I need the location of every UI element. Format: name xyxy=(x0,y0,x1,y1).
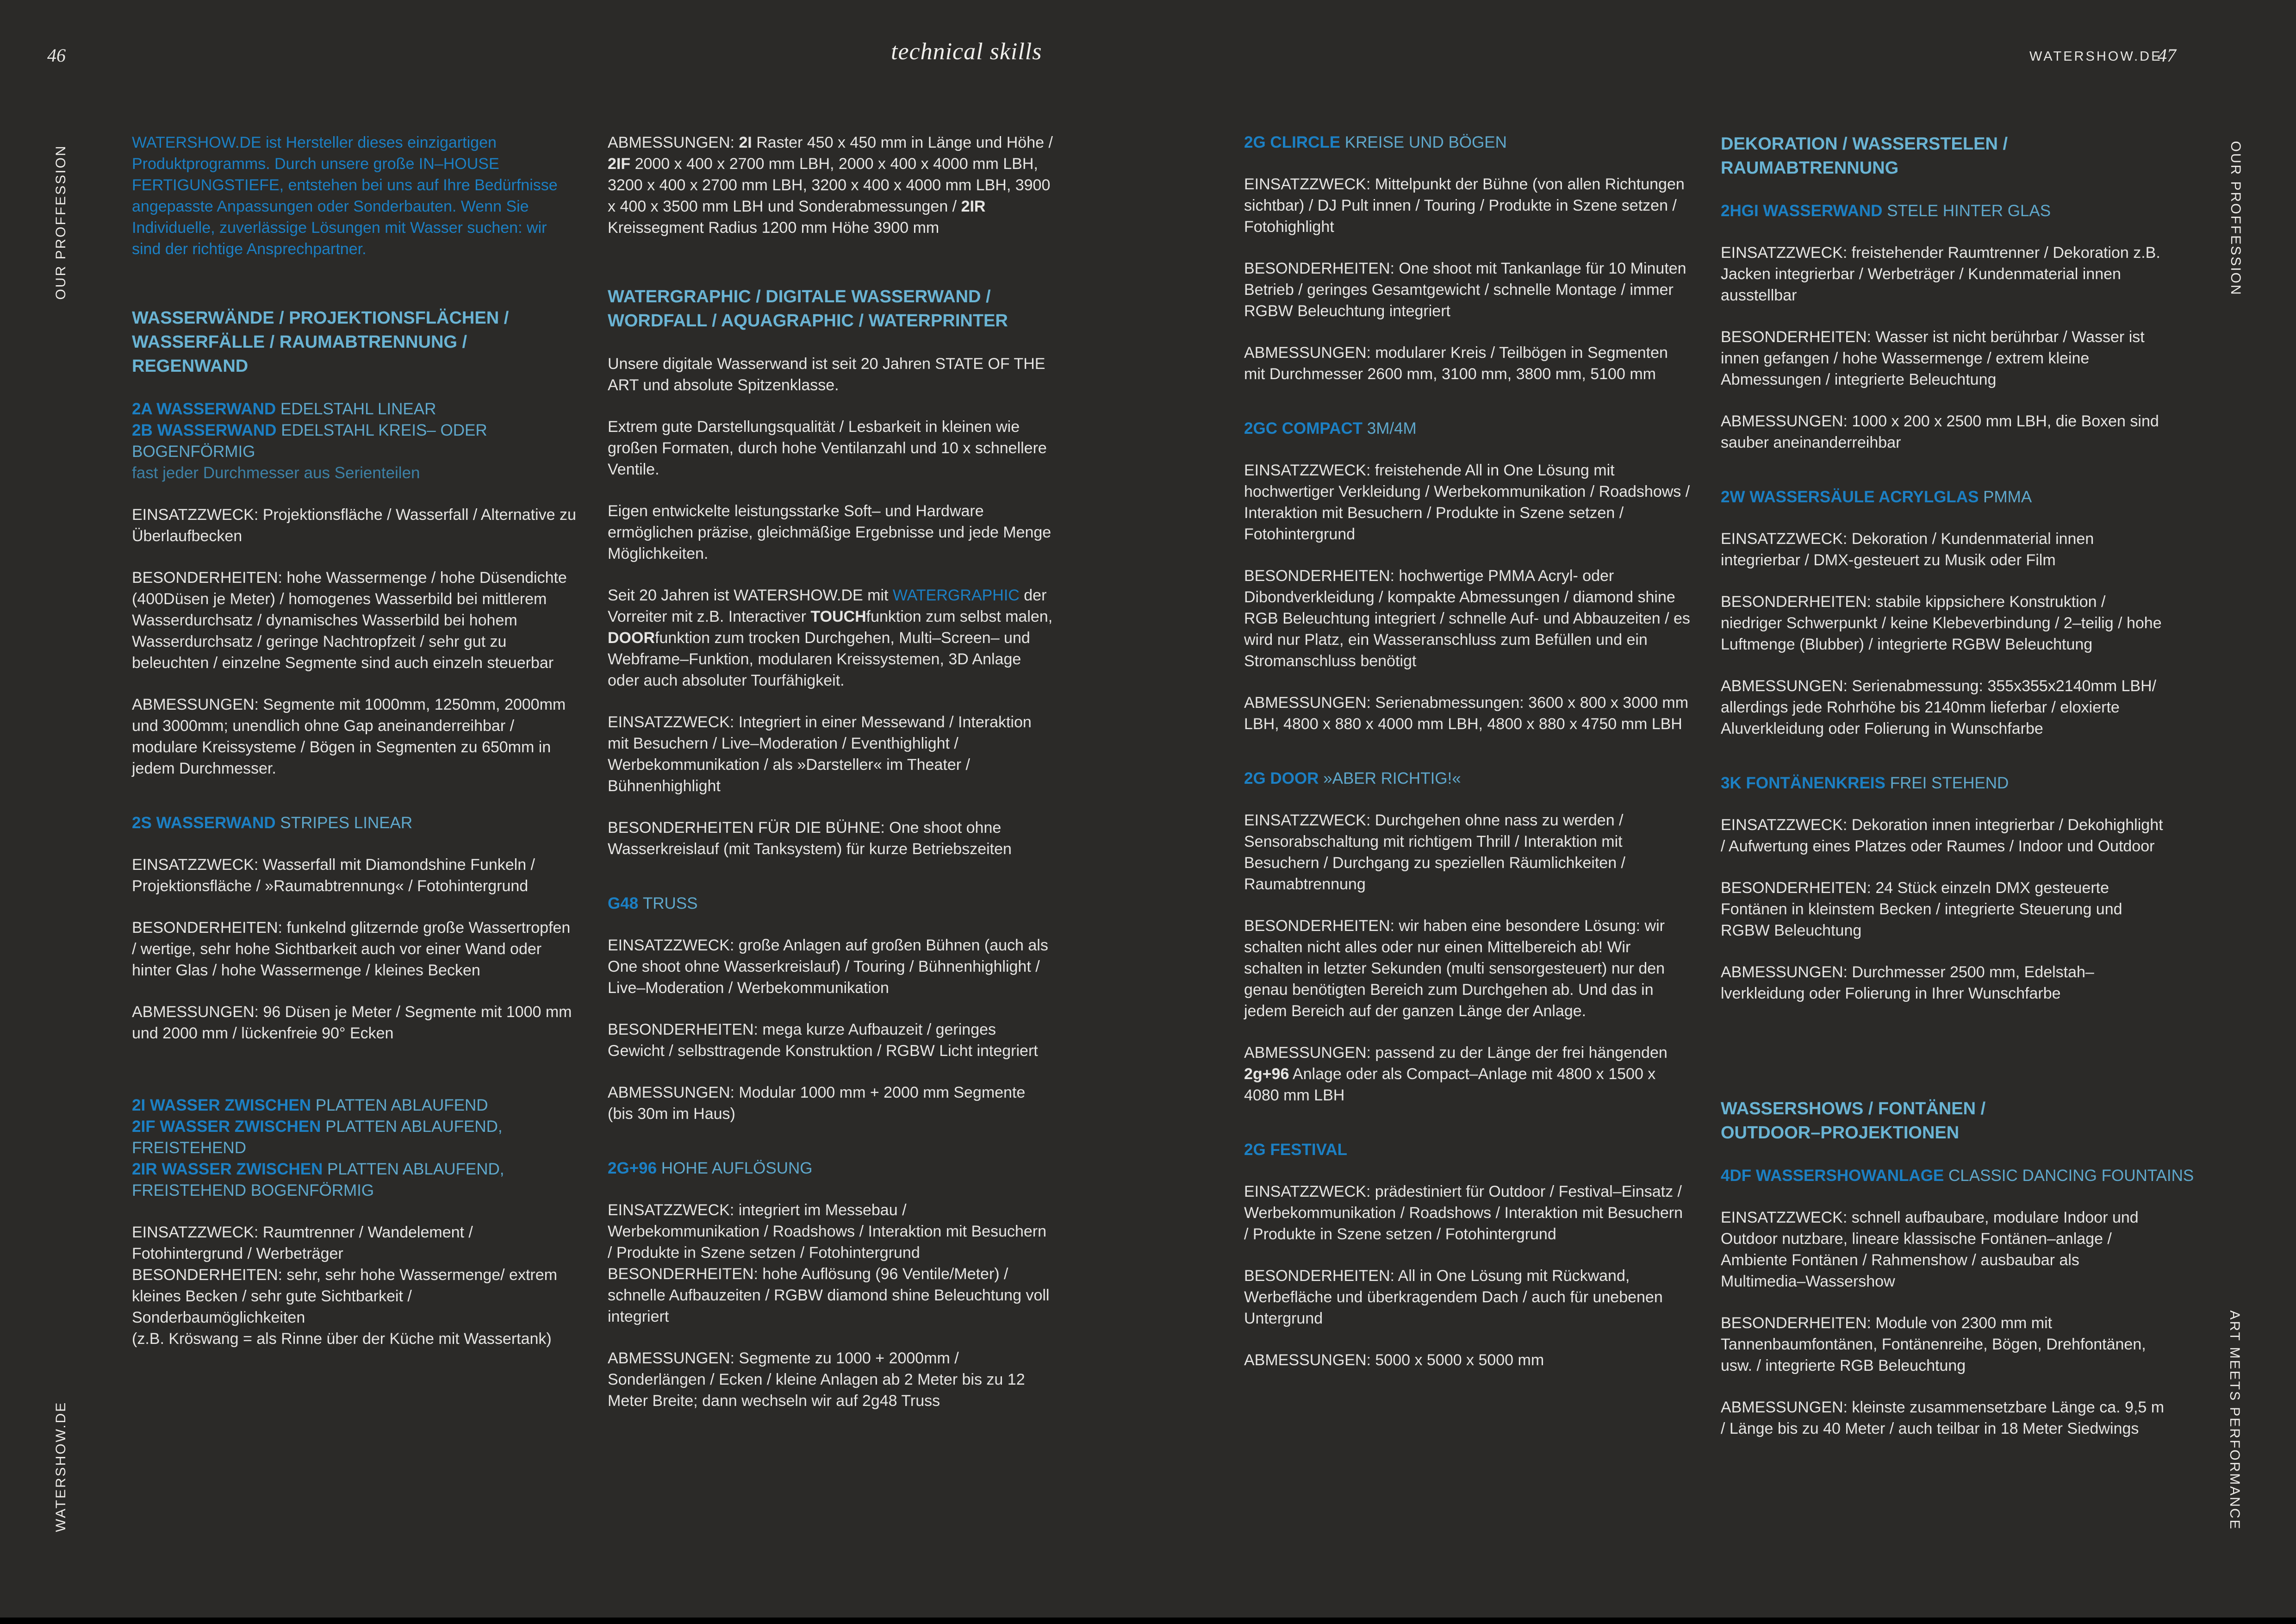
para-block: EINSATZZWECK: prädestiniert für Outdoor / Festival–Einsatz / Werbekommunikation / Roadshows / Interaktion mit Besuchern / Produkte in Szene setzen / Fotohintergrund xyxy=(1244,1183,1683,1243)
para-block: Seit 20 Jahren ist WATERSHOW.DE mit WATERGRAPHIC der Vorreiter mit z.B. Interactiver TOUCHfunktion zum selbst malen, DOORfunktion zum trocken Durchgehen, Multi–Screen– und Webframe–Funktion, modularen Kreissystemen, 3D Anlage oder auch absoluter Tourfähigkeit. xyxy=(608,587,1053,689)
para-block: BESONDERHEITEN: hohe Wassermenge / hohe Düsendichte (400Düsen je Meter) / homogenes Wasserbild bei mittlerem Wasserdurchsatz / dynamisches Wasserbild bei hohem Wasserdurchsatz / geringe Nachtropfzeit / sehr gut zu beleuchten / einzelne Segmente sind auch einzeln steuerbar xyxy=(132,569,567,672)
text-column-3 xyxy=(1244,132,1691,1391)
side-label-right-bottom: ART MEETS PERFORMANCE xyxy=(2227,1310,2242,1530)
product-2g-festival: 2G FESTIVAL xyxy=(1244,1141,1347,1159)
product-2i-2if-2ir: 2I WASSER ZWISCHEN PLATTEN ABLAUFEND 2IF WASSER ZWISCHEN PLATTEN ABLAUFEND, FREISTEHEND 2IR WASSER ZWISCHEN PLATTEN ABLAUFEND, FREISTEHEND BOGENFÖRMIG xyxy=(132,1096,504,1199)
para-block: ABMESSUNGEN: 96 Düsen je Meter / Segmente mit 1000 mm und 2000 mm / lückenfreie 90° Ecken xyxy=(132,1003,572,1042)
para-block: BESONDERHEITEN: stabile kippsichere Konstruktion / niedriger Schwerpunkt / keine Klebeverbindung / 2–teilig / hohe Luftmenge (Blubber) / integrierte RGBW Beleuchtung xyxy=(1721,593,2162,653)
section-dekoration: DEKORATION / WASSERSTELEN / RAUMABTRENNUNG xyxy=(1721,134,2008,178)
para-block: EINSATZZWECK: Wasserfall mit Diamondshine Funkeln / Projektionsfläche / »Raumabtrennung« / Fotohintergrund xyxy=(132,856,535,895)
bottom-bar xyxy=(0,1618,2296,1624)
para-block: EINSATZZWECK: Mittelpunkt der Bühne (von allen Richtungen sichtbar) / DJ Pult innen / Touring / Produkte in Szene setzen / Fotohighlight xyxy=(1244,175,1685,236)
para-block: EINSATZZWECK: große Anlagen auf großen Bühnen (auch als One shoot ohne Wasserkreislauf) / Touring / Bühnenhighlight / Live–Moderation / Werbekommunikation xyxy=(608,937,1048,997)
para-block: ABMESSUNGEN: Segmente mit 1000mm, 1250mm, 2000mm und 3000mm; unendlich ohne Gap aneinanderreihbar / modulare Kreissysteme / Bögen in Segmenten zu 650mm in jedem Durchmesser. xyxy=(132,696,566,777)
para-block: Unsere digitale Wasserwand ist seit 20 Jahren STATE OF THE ART und absolute Spitzenklasse. xyxy=(608,355,1045,394)
product-4df: 4DF WASSERSHOWANLAGE CLASSIC DANCING FOUNTAINS xyxy=(1721,1167,2194,1185)
para-block: ABMESSUNGEN: modularer Kreis / Teilbögen in Segmenten mit Durchmesser 2600 mm, 3100 mm, 3800 mm, 5100 mm xyxy=(1244,344,1668,383)
product-g48: G48 TRUSS xyxy=(608,894,698,912)
text-column-4 xyxy=(1721,132,2194,1460)
para-block: ABMESSUNGEN: kleinste zusammensetzbare Länge ca. 9,5 m / Länge bis zu 40 Meter / auch teilbar in 18 Meter Siedwings xyxy=(1721,1399,2165,1437)
para-block: EINSATZZWECK: Dekoration / Kundenmaterial innen integrierbar / DMX-gesteuert zu Musik oder Film xyxy=(1721,530,2094,569)
para-block: Extrem gute Darstellungsqualität / Lesbarkeit in kleinen wie großen Formaten, durch hohe Ventilanzahl und 10 x schnellere Ventile. xyxy=(608,418,1047,478)
para-block: ABMESSUNGEN: Serienabmessung: 355x355x2140mm LBH/ allerdings jede Rohrhöhe bis 2140mm lieferbar / eloxierte Aluverkleidung oder Folierung in Wunschfarbe xyxy=(1721,677,2157,737)
para-block: BESONDERHEITEN: sehr, sehr hohe Wassermenge/ extrem kleines Becken / sehr gute Sichtbarkeit / Sonderbaumöglichkeiten xyxy=(132,1266,557,1326)
text-column-1 xyxy=(132,132,579,1370)
para-block: EINSATZZWECK: Durchgehen ohne nass zu werden / Sensorabschaltung mit richtigem Thrill / Interaktion mit Besuchern / Durchgang zu speziellen Räumlichkeiten / Raumabtrennung xyxy=(1244,812,1626,893)
page-number-right: 47 xyxy=(2158,45,2176,66)
para-block: EINSATZZWECK: Projektionsfläche / Wasserfall / Alternative zu Überlaufbecken xyxy=(132,506,576,545)
product-2w: 2W WASSERSÄULE ACRYLGLAS PMMA xyxy=(1721,488,2032,506)
product-3k: 3K FONTÄNENKREIS FREI STEHEND xyxy=(1721,774,2009,792)
para-block: ABMESSUNGEN: 5000 x 5000 x 5000 mm xyxy=(1244,1351,1544,1369)
para-block: ABMESSUNGEN: 1000 x 200 x 2500 mm LBH, die Boxen sind sauber aneinanderreihbar xyxy=(1721,412,2159,451)
para-block: (z.B. Kröswang = als Rinne über der Küche mit Wassertank) xyxy=(132,1330,552,1348)
section-watergraphic: WATERGRAPHIC / DIGITALE WASSERWAND / WORDFALL / AQUAGRAPHIC / WATERPRINTER xyxy=(608,287,1008,331)
para-block: EINSATZZWECK: integriert im Messebau / Werbekommunikation / Roadshows / Interaktion mit Besuchern / Produkte in Szene setzen / Fotohintergrund xyxy=(608,1201,1047,1262)
para-block: BESONDERHEITEN: mega kurze Aufbauzeit / geringes Gewicht / selbsttragende Konstruktion / RGBW Licht integriert xyxy=(608,1021,1038,1060)
section-wasserwaende: WASSERWÄNDE / PROJEKTIONSFLÄCHEN / WASSERFÄLLE / RAUMABTRENNUNG / REGENWAND xyxy=(132,308,509,376)
para-block: ABMESSUNGEN: 2I Raster 450 x 450 mm in Länge und Höhe / 2IF 2000 x 400 x 2700 mm LBH, 2000 x 400 x 4000 mm LBH, 3200 x 400 x 2700 mm LBH, 3200 x 400 x 4000 mm LBH, 3900 x 400 x 3500 mm LBH und Sonderabmessungen / 2IR Kreissegment Radius 1200 mm Höhe 3900 mm xyxy=(608,134,1053,237)
para-block: BESONDERHEITEN: 24 Stück einzeln DMX gesteuerte Fontänen in kleinstem Becken / integrierte Steuerung und RGBW Beleuchtung xyxy=(1721,879,2122,939)
para-block: BESONDERHEITEN: One shoot mit Tankanlage für 10 Minuten Betrieb / geringes Gesamtgewicht / schnelle Montage / immer RGBW Beleuchtung integriert xyxy=(1244,260,1686,320)
para-block: EINSATZZWECK: Dekoration innen integrierbar / Dekohighlight / Aufwertung eines Platzes oder Raumes / Indoor und Outdoor xyxy=(1721,816,2163,855)
para-block: EINSATZZWECK: freistehende All in One Lösung mit hochwertiger Verkleidung / Werbekommunikation / Roadshows / Interaktion mit Besuchern / Produkte in Szene setzen / Fotohintergrund xyxy=(1244,462,1690,543)
product-2s: 2S WASSERWAND STRIPES LINEAR xyxy=(132,814,413,832)
para-block: ABMESSUNGEN: Serienabmessungen: 3600 x 800 x 3000 mm LBH, 4800 x 880 x 4000 mm LBH, 4800 x 880 x 4750 mm LBH xyxy=(1244,694,1689,733)
para-block: ABMESSUNGEN: Segmente zu 1000 + 2000mm / Sonderlängen / Ecken / kleine Anlagen ab 2 Meter bis zu 12 Meter Breite; dann wechseln wir auf 2g48 Truss xyxy=(608,1349,1025,1410)
product-2g96: 2G+96 HOHE AUFLÖSUNG xyxy=(608,1159,813,1177)
side-label-left-bottom: WATERSHOW.DE xyxy=(53,1401,68,1532)
para-block: BESONDERHEITEN: hochwertige PMMA Acryl- oder Dibondverkleidung / kompakte Abmessungen / diamond shine RGB Beleuchtung integriert / schnelle Auf- und Abbauzeiten / es wird nur Platz, ein Wasseranschluss zum Befüllen und ein Stromanschluss benötigt xyxy=(1244,567,1690,670)
para-block: EINSATZZWECK: schnell aufbaubare, modulare Indoor und Outdoor nutzbare, lineare klassische Fontänen–anlage / Ambiente Fontänen / Rahmenshow / ausbaubar als Multimedia–Wassershow xyxy=(1721,1209,2139,1290)
side-label-left-top: OUR PROFFESSION xyxy=(53,144,68,300)
text-column-2 xyxy=(608,132,1054,1432)
product-2hgi: 2HGI WASSERWAND STELE HINTER GLAS xyxy=(1721,202,2051,220)
brand-header: WATERSHOW.DE xyxy=(2029,49,2162,64)
para-block: ABMESSUNGEN: Modular 1000 mm + 2000 mm Segmente (bis 30m im Haus) xyxy=(608,1084,1026,1123)
para-block: EINSATZZWECK: Integriert in einer Messewand / Interaktion mit Besuchern / Live–Moderation / Eventhighlight / Werbekommunikation / als »Darsteller« im Theater / Bühnenhighlight xyxy=(608,713,1032,795)
product-2gc-compact: 2GC COMPACT 3M/4M xyxy=(1244,419,1417,437)
para-block: Eigen entwickelte leistungsstarke Soft– und Hardware ermöglichen präzise, gleichmäßige Ergebnisse und jede Menge Möglichkeiten. xyxy=(608,502,1052,562)
para-block: BESONDERHEITEN: Module von 2300 mm mit Tannenbaumfontänen, Fontänenreihe, Bögen, Drehfontänen, usw. / integrierte RGB Beleuchtung xyxy=(1721,1314,2146,1374)
product-2g-clircle: 2G CLIRCLE KREISE UND BÖGEN xyxy=(1244,133,1507,151)
para-block: BESONDERHEITEN FÜR DIE BÜHNE: One shoot ohne Wasserkreislauf (mit Tanksystem) für kurze Betriebszeiten xyxy=(608,819,1012,858)
product-2g-door: 2G DOOR »ABER RICHTIG!« xyxy=(1244,769,1461,787)
para-block: BESONDERHEITEN: wir haben eine besondere Lösung: wir schalten nicht alles oder nur einen Mittelbereich ab! Wir schalten in letzter Sekunden (multi sensorgesteuert) nur den genau benötigten Bereich zum Durchgehen ab. Und das in jedem Bereich auf der ganzen Länge der Anlage. xyxy=(1244,917,1665,1020)
product-2a-2b: 2A WASSERWAND EDELSTAHL LINEAR 2B WASSERWAND EDELSTAHL KREIS– ODER BOGENFÖRMIG fast jeder Durchmesser aus Serienteilen xyxy=(132,400,487,482)
section-wassershows: WASSERSHOWS / FONTÄNEN / OUTDOOR–PROJEKTIONEN xyxy=(1721,1099,1986,1143)
para-block: BESONDERHEITEN: All in One Lösung mit Rückwand, Werbefläche und überkragendem Dach / auch für unebenen Untergrund xyxy=(1244,1267,1663,1327)
para-block: BESONDERHEITEN: hohe Auflösung (96 Ventile/Meter) / schnelle Aufbauzeiten / RGBW diamond shine Beleuchtung voll integriert xyxy=(608,1265,1050,1325)
para-block: ABMESSUNGEN: passend zu der Länge der frei hängenden 2g+96 Anlage oder als Compact–Anlage mit 4800 x 1500 x 4080 mm LBH xyxy=(1244,1044,1668,1104)
side-label-right-top: OUR PROFFESSION xyxy=(2228,141,2243,296)
page-number-left: 46 xyxy=(47,45,66,66)
page-title: technical skills xyxy=(891,38,1042,65)
para-block: EINSATZZWECK: freistehender Raumtrenner / Dekoration z.B. Jacken integrierbar / Werbeträger / Kundenmaterial innen ausstellbar xyxy=(1721,244,2160,304)
para-block: ABMESSUNGEN: Durchmesser 2500 mm, Edelstah–lverkleidung oder Folierung in Ihrer Wunschfarbe xyxy=(1721,963,2094,1002)
para-block: BESONDERHEITEN: Wasser ist nicht berührbar / Wasser ist innen gefangen / hohe Wassermenge / extrem kleine Abmessungen / integrierte Beleuchtung xyxy=(1721,328,2145,388)
para-block: BESONDERHEITEN: funkelnd glitzernde große Wassertropfen / wertige, sehr hohe Sichtbarkeit auch vor einer Wand oder hinter Glas / hohe Wassermenge / kleines Becken xyxy=(132,919,571,979)
para-block: EINSATZZWECK: Raumtrenner / Wandelement / Fotohintergrund / Werbeträger xyxy=(132,1224,473,1262)
intro-paragraph: WATERSHOW.DE ist Hersteller dieses einzigartigen Produktprogramms. Durch unsere große IN–HOUSE FERTIGUNGSTIEFE, entstehen bei uns auf Ihre Bedürfnisse angepasste Anpassungen oder Sonderbauten. Wenn Sie Individuelle, zuverlässige Lösungen mit Wasser suchen: wir sind der richtige Ansprechpartner. xyxy=(132,134,558,258)
